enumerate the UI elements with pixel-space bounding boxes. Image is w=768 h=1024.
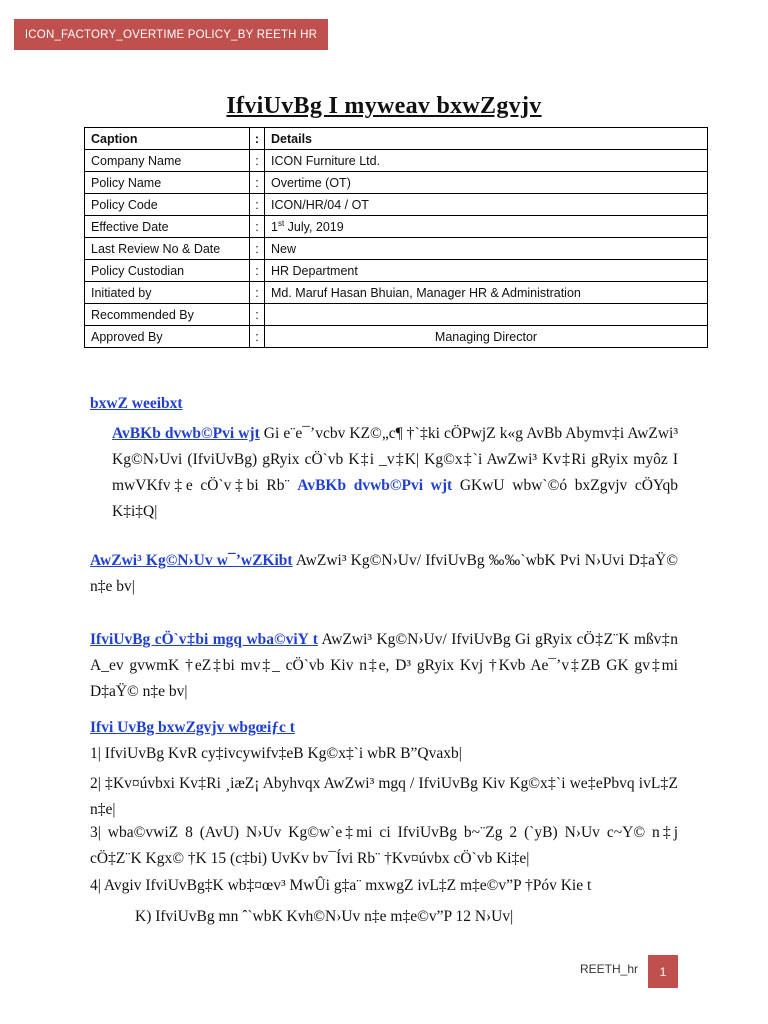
list-item: 4| Avgiv IfviUvBg‡K wb‡¤œv³ MwÛi g‡a¨ mxwgZ ivL‡Z m‡e©v”P †Póv Kie t <box>90 877 592 894</box>
row-sep: : <box>250 304 265 326</box>
row-sep: : <box>250 282 265 304</box>
date-rest: July, 2019 <box>284 219 344 234</box>
company-name-highlight: AvBKb dvwb©Pvi wjt <box>112 425 260 442</box>
list-item: 1| IfviUvBg KvR cy‡ivcywifv‡eB Kg©x‡`i wbR B”Qvaxb| <box>90 745 462 762</box>
row-caption: Last Review No & Date <box>85 238 250 260</box>
table-row <box>85 260 708 282</box>
row-details: Managing Director <box>265 326 708 348</box>
row-caption: Company Name <box>85 150 250 172</box>
policy-info-table <box>84 127 708 348</box>
row-caption: Recommended By <box>85 304 250 326</box>
table-row <box>85 172 708 194</box>
table-row <box>85 238 708 260</box>
row-sep: : <box>250 172 265 194</box>
table-row <box>85 304 708 326</box>
row-sep: : <box>250 260 265 282</box>
header-sep: : <box>250 128 265 150</box>
table-row <box>85 150 708 172</box>
row-details <box>265 304 708 326</box>
row-sep: : <box>250 150 265 172</box>
subheading-inline: AwZwi³ Kg©N›Uv w¯’wZKibt <box>90 552 293 569</box>
row-details: New <box>265 238 708 260</box>
row-details: Md. Maruf Hasan Bhuian, Manager HR & Administration <box>265 282 708 304</box>
table-header-row <box>85 128 708 150</box>
row-caption: Initiated by <box>85 282 250 304</box>
section-heading-overtime-rules: Ifvi UvBg bxwZgvjv wbgœiƒc t <box>90 719 295 736</box>
row-sep: : <box>250 216 265 238</box>
section-heading-policy: bxwZ weeibxt <box>90 395 183 412</box>
date-day: 1 <box>271 219 278 234</box>
paragraph-text: GKwU wbw`©ó bxZgvjv cÖYqb K‡i‡Q| <box>112 477 678 520</box>
list-item: 3| wba©vwiZ 8 (AvU) N›Uv Kg©w`e‡mi ci IfviUvBg b~¨Zg 2 (`yB) N›Uv c~Y© n‡j cÖ‡Z¨K Kgx© †K 15 (c‡bi) UvKv bv¯Ívi Rb¨ †Kv¤úvbx cÖ`vb Ki‡e| <box>90 824 678 867</box>
row-details: ICON/HR/04 / OT <box>265 194 708 216</box>
header-details: Details <box>265 128 708 150</box>
row-details <box>265 216 708 238</box>
row-caption: Policy Custodian <box>85 260 250 282</box>
footer-author: REETH_hr <box>579 962 638 976</box>
paragraph-text: AwZwi³ Kg©N›Uv/ IfviUvBg Gi gRyix cÖ‡Z¨K mßv‡n A_ev gvwmK †eZ‡bi mv‡_ cÖ`vb Kiv n‡e, D³ gRyix Kvj †Kvb Ae¯’v‡ZB GK gv‡mi D‡aŸ© n‡e bv| <box>90 631 678 700</box>
list-item: 2| ‡Kv¤úvbxi Kv‡Ri ¸iæZ¡ Abyhvqx AwZwi³ mgq / IfviUvBg Kiv Kg©x‡`i we‡ePbvq ivL‡Z n‡e| <box>90 775 678 818</box>
page-number: 1 <box>648 955 678 988</box>
table-row <box>85 282 708 304</box>
row-details: HR Department <box>265 260 708 282</box>
section-paragraph-overtime-limit <box>90 548 678 600</box>
row-sep: : <box>250 326 265 348</box>
paragraph-text: Gi e¨e¯’vcbv KZ©„c¶ †`‡ki cÖPwjZ k«g AvBb Abymv‡i AwZwi³ Kg©N›Uvi (IfviUvBg) gRyix cÖ`vb K‡i _v‡K| Kg©x‡`i AwZwi³ Kv‡Ri gRyix myôz I mwVKfv‡e cÖ`v‡bi Rb¨ <box>112 425 679 494</box>
date-suffix: st <box>277 218 285 228</box>
paragraph-text: AwZwi³ Kg©N›Uv/ IfviUvBg ‰‰`wbK Pvi N›Uvi D‡aŸ© n‡e bv| <box>90 552 678 595</box>
table-row <box>85 194 708 216</box>
row-caption: Policy Name <box>85 172 250 194</box>
section-paragraph-payment-time <box>90 627 678 705</box>
subheading-inline: IfviUvBg cÖ`v‡bi mgq wba©viY t <box>90 631 318 648</box>
row-caption: Policy Code <box>85 194 250 216</box>
row-sep: : <box>250 194 265 216</box>
document-header-tab: ICON_FACTORY_OVERTIME POLICY_BY REETH HR <box>14 19 328 50</box>
row-details: ICON Furniture Ltd. <box>265 150 708 172</box>
row-caption: Approved By <box>85 326 250 348</box>
list-item: K) IfviUvBg mn ˆ`wbK Kvh©N›Uv n‡e m‡e©v”P 12 N›Uv| <box>135 908 514 925</box>
section-paragraph-intro <box>112 421 678 525</box>
table-row <box>85 216 708 238</box>
document-title: IfviUvBg I myweav bxwZgvjv <box>226 93 542 119</box>
table-row <box>85 326 708 348</box>
header-caption: Caption <box>85 128 250 150</box>
row-caption: Effective Date <box>85 216 250 238</box>
company-name-highlight: AvBKb dvwb©Pvi wjt <box>297 477 453 494</box>
row-sep: : <box>250 238 265 260</box>
row-details: Overtime (OT) <box>265 172 708 194</box>
